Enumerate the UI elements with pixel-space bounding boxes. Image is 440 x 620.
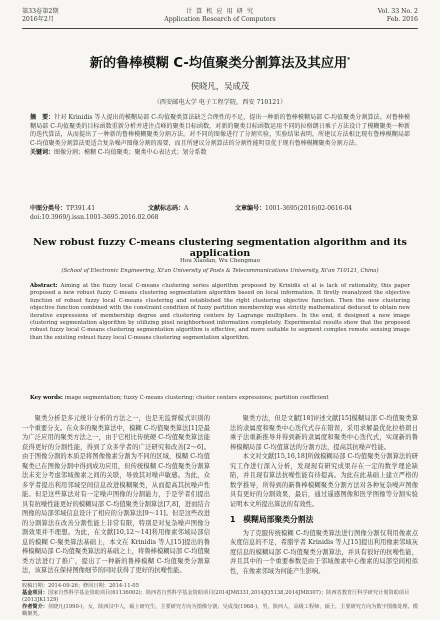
footnote-fund-text: 国家自然科学基金资助项目(61136002)；陕西省自然科学基金资助项目(2014JM8331,2014JQ5138,2014JM8307)；陕西省教育厅科学研究计划资助项目(2013JK1129) <box>22 590 410 603</box>
header-date-cn: 2016年2月 <box>22 16 55 23</box>
clc-cell <box>30 205 95 213</box>
article-no-cell <box>235 205 352 213</box>
abstract-cn-text: 针对 Krinidis 等人提出的模糊局部 C-均值聚类算法缺乏合理性的不足，提出一种新的鲁棒模糊局部 C-均值聚类分割算法。对鲁棒模糊局部 C-均值聚类的目标函数重新分析并进注点峰的聚类目标函数，对新的聚类目标函数运用不同的拉格朗日乘子方法设计了模糊聚类一种新的迭代算法，从而提出了一种新的鲁棒模糊聚类分割方法。对不同的图像进行了分割实验，实验结果表明，所建议方法相比现有鲁棒模糊局部 C-均值聚类分割算法更适合复杂噪声图像分割的需要，而且所建议分割算法的分割性能明显优于现有鲁棒模糊聚类分割方法。 <box>30 114 410 147</box>
title-cn-text: 新的鲁棒模糊 C-均值聚类分割算法及其应用 <box>89 56 348 71</box>
body-paragraph: 聚类方法，但是文献[18]评述文献[15]模糊局部 C-均值聚类算法的隶属度和聚类中心迭代式存在错误，采用求解最优化拉格朗日乘子法重新推导并得到新的隶属度和聚类中心迭代式，实现新的鲁棒模糊局部 C-均值算法的分割方法，提高其抗噪声性能。 <box>230 415 418 451</box>
doi-cell <box>30 214 159 222</box>
keywords-en-label: Key words: <box>30 395 63 401</box>
title-cn <box>22 52 418 71</box>
body-paragraph: 本文对文献[15,16,18]所做模糊局部 C-均值聚类分割算法的研究工作进行深入分析，发现现有研究成果存在一定的数学理论缺陷，并且现有算法抗噪性能有待提高。为此在此基础上建立严格的数学推导，所得到的新鲁棒模糊聚类分割方法对各种复杂噪声图像具有更好的分割效果，最后，通过遥感图像和医学图像等分割实验证明本文所提出算法的有效性。 <box>230 453 418 508</box>
body-paragraph: 聚类分析是多元统计分析的方法之一，也是无监督模式识别的一个重要分支。在众多的聚类算法中，模糊 C-均值聚类算法[1]是最为广泛应用的聚类方法之一，由于它相比传统硬 C-均值聚类算法能获得更好的分割性能，得到了众多学者的广泛研究和改善[2～6]。由于图像分割的本质是将图像像素分割为不同的区域，模糊 C-均值聚类已在图像分割中得到成功应用，但传统模糊 C-均值聚类分割算法未充分考虑邻域像素之间的关联，导致其对噪声敏感。为此，众多学者提出利用邻域空间信息改进模糊聚类，从而提高其抗噪声性能。但是这些算法对有一定噪声图像的分割能力，于是学者们提出具有抗噪性能更好的模糊局部 C-均值聚类分割算法[7,8]，进而结合图像的局部邻域信息设计了相应的分割算法[9～11]。但是这些改进的分割算法在改善分割性能上非常有限，特别是对复杂噪声图像分割效果并不理想。为此，在文献[10,12～14]利用像素邻域局部信息的模糊 C-聚类算法基础上，本文在 Krinidis 等人[15]提出的鲁棒模糊局部 C-均值聚类算法的基础之上，将鲁棒模糊局部 C-均值聚类方法进行了推广，提出了一种新的鲁棒模糊 C-均值聚类分割算法，该算法在保持图像细节的同时获得了更好的抗噪性能。 <box>22 415 210 574</box>
footnote-bio-label: 作者简介： <box>22 604 48 610</box>
doc-code-value: A <box>184 205 189 212</box>
header-journal-cn: 计 算 机 应 用 研 究 <box>185 8 255 15</box>
affiliation-en: (School of Electronic Engineering, Xi'an University of Posts & Telecommunications University, Xi'an 710121, China) <box>61 268 379 274</box>
clc-value: TP391.41 <box>66 205 96 212</box>
keywords-en <box>30 395 410 402</box>
header-rule <box>22 28 418 29</box>
header-journal-en: Application Research of Computers <box>164 16 276 23</box>
abstract-en <box>30 283 410 342</box>
title-en: New robust fuzzy C-means clustering segmentation algorithm and its application <box>33 237 407 259</box>
keywords-cn-label: 关键词： <box>30 149 55 157</box>
footnote <box>22 583 418 618</box>
section-heading: 1 模糊局部聚类分割法 <box>230 515 314 524</box>
authors-cn: 侯晓凡，吴成茂 <box>190 81 250 91</box>
footnote-bio <box>22 604 418 618</box>
footnote-fund <box>22 590 418 604</box>
body-column-left <box>22 414 210 578</box>
doi-label: doi: <box>30 214 42 221</box>
title-footnote-mark: * <box>347 56 351 64</box>
abstract-en-text: Aiming at the fuzzy local C-means clustering series algorithm proposed by Krinidis et al is lack of rationality, this paper proposed a new robust fuzzy C-means clustering segmentation algorithm based on local information. It firstly reanalyzed the objective function of robust fuzzy local C-means clustering and established the right clustering objective function. Then the new clustering objective function combined with the constraint condition of fuzzy partition membership was strictly mathematical deduced to obtain new iterative expressions of membership degree and clustering centers by Lagrange multipliers. In the end, it designed a new image clustering segmentation algorithm by utilizing pixel neighborhood information completely. Experimental results show that the proposed robust fuzzy local C-means clustering segmentation algorithm is effective, and more suitable to segment complex remote sensing image than the existing robust fuzzy local C-means clustering segmentation algorithm. <box>30 283 410 341</box>
meta-row <box>30 205 410 214</box>
clc-label: 中图分类号： <box>30 205 67 212</box>
header-issue <box>378 8 418 24</box>
footnote-received: 收稿日期：2014-09-26；修回日期：2014-11-05 <box>22 583 139 589</box>
header-volume-cn: 第33卷第2期 <box>22 8 59 15</box>
body-paragraph: 为了克服传统模糊 C-均值聚类算法进行图像分割仅利用像素点灰度信息的不足，希腊学者 Krinidis 等人[15]提出利用像素邻域灰度信息的模糊局部 C-均值聚类分割算法，并具有很好的抗噪性能，并且其中的一个重要参数是由于邻域像素中心像素的局部空间相似性，在像素邻域为何能产生影响。 <box>230 529 418 575</box>
keywords-cn <box>30 149 410 158</box>
authors-en: Hou Xiaofan, Wu Chengmao <box>180 258 260 264</box>
footnote-fund-label: 基金项目： <box>22 590 48 596</box>
affiliation-cn: （西安邮电大学 电子工程学院，西安 710121） <box>153 99 287 106</box>
header-date-en: Feb. 2016 <box>386 16 418 23</box>
body-column-right <box>230 414 418 578</box>
header-volume-en: Vol. 33 No. 2 <box>377 8 418 15</box>
doi-row <box>30 214 410 223</box>
abstract-en-label: Abstract: <box>30 283 58 289</box>
abstract-cn-label: 摘 要： <box>30 114 55 121</box>
article-no-label: 文章编号： <box>235 205 266 212</box>
footnote-rule <box>22 580 122 581</box>
footnote-bio-text: 侯晓凡(1990-)，女，陕西汉中人，硕士研究生，主要研究方向为图像分割；吴成茂(1968-)，男，陕西人，高级工程师，硕士，主要研究方向为数字图像处理、模糊聚类。 <box>22 604 418 617</box>
doc-code-cell <box>148 205 188 213</box>
header-journal <box>22 8 418 24</box>
keywords-cn-text: 图像分割；模糊 C-均值聚类；聚类中心表达式；划分系数 <box>54 149 207 157</box>
doi-value: 10.3969/j.issn.1001-3695.2016.02.068 <box>41 214 159 221</box>
doc-code-label: 文献标志码： <box>148 205 185 212</box>
running-header <box>22 8 418 30</box>
keywords-en-text: image segmentation; fuzzy C-means clustering; cluster centers expressions; partition coefficient <box>64 395 329 401</box>
article-no-value: 1001-3695(2016)02-0616-04 <box>265 205 353 212</box>
abstract-cn <box>30 114 410 158</box>
